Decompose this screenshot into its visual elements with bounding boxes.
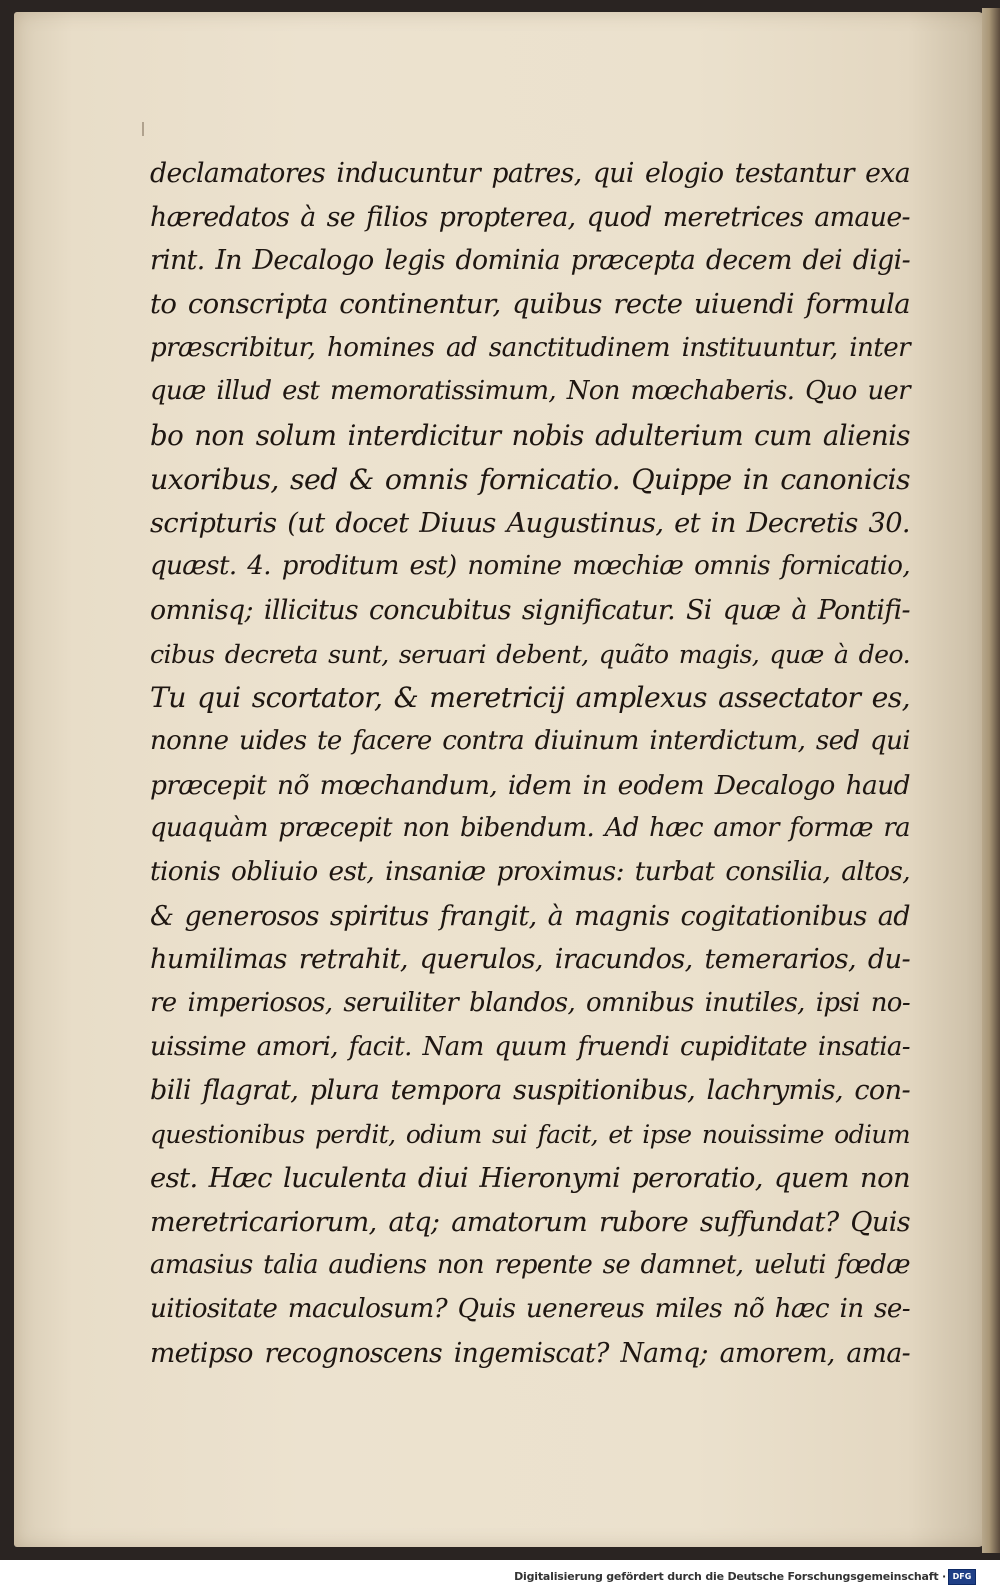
text-line: Tu qui scortator, & meretricij amplexus assectator es, [150,681,910,715]
text-line: bili flagrat, plura tempora suspitionibus, lachrymis, con- [150,1075,910,1107]
text-line: quaquàm præcepit non bibendum. Ad hæc amor formæ ra [150,813,910,844]
text-line: metipso recognoscens ingemiscat? Namq; amorem, ama- [150,1337,910,1369]
text-line: quæst. 4. proditum est) nomine mœchiæ omnis fornicatio, [150,551,910,582]
text-line: amasius talia audiens non repente se damnet, ueluti fœdæ [150,1250,910,1281]
dfg-logo: DFG [948,1569,976,1585]
text-line: hæredatos à se filios propterea, quod meretrices amaue- [150,201,910,233]
text-line: tionis obliuio est, insaniæ proximus: turbat consilia, altos, [150,857,910,887]
text-line: humilimas retrahit, querulos, iracundos, temerarios, du- [150,944,910,976]
text-line: bo non solum interdicitur nobis adulterium cum alienis [150,419,910,453]
text-line: to conscripta continentur, quibus recte uiuendi formula [150,289,910,321]
text-line: uitiositate maculosum? Quis uenereus miles nõ hæc in se- [150,1293,910,1324]
margin-mark [142,122,144,136]
text-line: rint. In Decalogo legis dominia præcepta decem dei digi- [150,245,910,277]
digitization-credit: Digitalisierung gefördert durch die Deutsche Forschungsgemeinschaft · [514,1570,946,1583]
page-gutter [982,8,1000,1553]
text-line: scripturis (ut docet Diuus Augustinus, et in Decretis 30. [150,507,910,539]
text-line: est. Hæc luculenta diui Hieronymi peroratio, quem non [150,1162,910,1194]
text-line: uissime amori, facit. Nam quum fruendi cupiditate insatia- [150,1031,910,1062]
text-line: questionibus perdit, odium sui facit, et ipse nouissime odium [150,1120,910,1150]
text-line: quæ illud est memoratissimum, Non mœchaberis. Quo uer [150,376,910,407]
body-text [150,152,910,1375]
text-line: declamatores inducuntur patres, qui elogio testantur exa [150,158,910,189]
footer-bar [0,1560,1000,1593]
text-line: uxoribus, sed & omnis fornicatio. Quippe in canonicis [150,462,910,496]
text-line: re imperiosos, seruiliter blandos, omnibus inutiles, ipsi no- [150,988,910,1019]
text-line: præcepit nõ mœchandum, idem in eodem Decalogo haud [150,769,910,801]
text-line: nonne uides te facere contra diuinum interdictum, sed qui [150,725,910,756]
text-line: præscribitur, homines ad sanctitudinem instituuntur, inter [150,332,910,363]
text-line: & generosos spiritus frangit, à magnis cogitationibus ad [150,900,910,932]
text-line: cibus decreta sunt, seruari debent, quãto magis, quæ à deo. [150,639,910,669]
text-line: meretricariorum, atq; amatorum rubore suffundat? Quis [150,1206,910,1238]
text-line: omnisq; illicitus concubitus significatur. Si quæ à Pontifi- [150,594,910,626]
